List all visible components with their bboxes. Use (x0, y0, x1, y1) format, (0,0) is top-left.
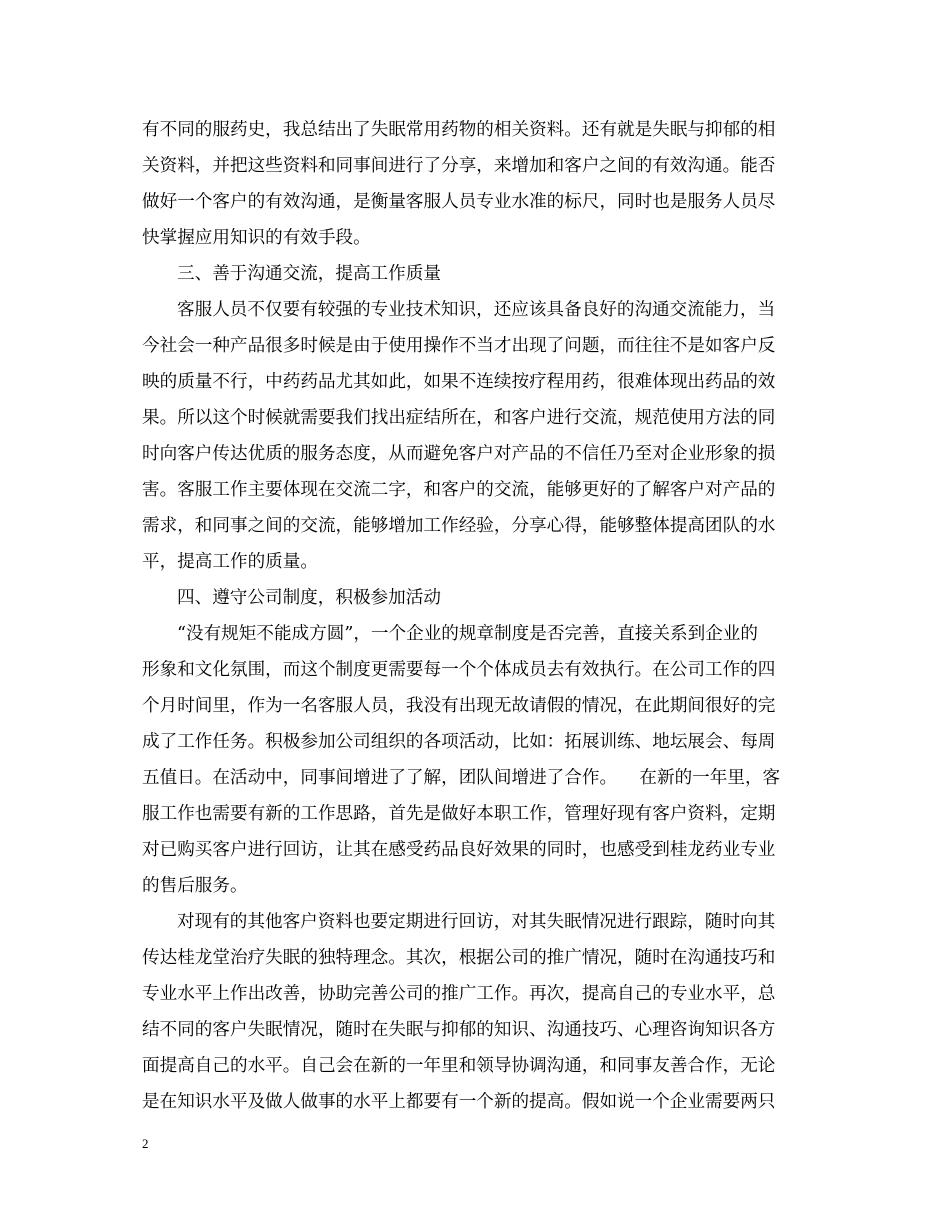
text-line: 平，提高工作的质量。 (142, 552, 318, 572)
text-line: “没有规矩不能成方圆”，一个企业的规章制度是否完善，直接关系到企业的 (177, 624, 758, 644)
text-line: 的售后服务。 (142, 876, 248, 896)
text-line: 服工作也需要有新的工作思路，首先是做好本职工作，管理好现有客户资料，定期 (142, 804, 776, 824)
section-heading: 三、善于沟通交流，提高工作质量 (177, 264, 441, 284)
text-line: 今社会一种产品很多时候是由于使用操作不当才出现了问题，而往往不是如客户反 (142, 336, 776, 356)
text-line: 映的质量不行，中药药品尤其如此，如果不连续按疗程用药，很难体现出药品的效 (142, 372, 776, 392)
text-line: 五值日。在活动中，同事间增进了了解，团队间增进了合作。 在新的一年里，客 (142, 768, 781, 788)
text-line: 个月时间里，作为一名客服人员，我没有出现无故请假的情况，在此期间很好的完 (142, 696, 776, 716)
text-line: 果。所以这个时候就需要我们找出症结所在，和客户进行交流，规范使用方法的同 (142, 408, 776, 428)
text-line: 做好一个客户的有效沟通，是衡量客服人员专业水准的标尺，同时也是服务人员尽 (142, 192, 776, 212)
text-line: 专业水平上作出改善，协助完善公司的推广工作。再次，提高自己的专业水平，总 (142, 984, 776, 1004)
text-line: 是在知识水平及做人做事的水平上都要有一个新的提高。假如说一个企业需要两只 (142, 1092, 776, 1112)
text-line: 时向客户传达优质的服务态度，从而避免客户对产品的不信任乃至对企业形象的损 (142, 444, 776, 464)
text-line: 结不同的客户失眠情况，随时在失眠与抑郁的知识、沟通技巧、心理咨询知识各方 (142, 1020, 776, 1040)
text-line: 对现有的其他客户资料也要定期进行回访，对其失眠情况进行跟踪，随时向其 (177, 912, 776, 932)
text-line: 客服人员不仅要有较强的专业技术知识，还应该具备良好的沟通交流能力，当 (177, 300, 776, 320)
text-line: 传达桂龙堂治疗失眠的独特理念。其次，根据公司的推广情况，随时在沟通技巧和 (142, 948, 776, 968)
body-text (142, 112, 810, 1120)
text-line: 对已购买客户进行回访，让其在感受药品良好效果的同时，也感受到桂龙药业专业 (142, 840, 776, 860)
text-line: 有不同的服药史，我总结出了失眠常用药物的相关资料。还有就是失眠与抑郁的相 (142, 120, 776, 140)
text-line: 害。客服工作主要体现在交流二字，和客户的交流，能够更好的了解客户对产品的 (142, 480, 776, 500)
text-line: 面提高自己的水平。自己会在新的一年里和领导协调沟通，和同事友善合作，无论 (142, 1056, 776, 1076)
text-line: 形象和文化氛围，而这个制度更需要每一个个体成员去有效执行。在公司工作的四 (142, 660, 776, 680)
text-line: 关资料，并把这些资料和同事间进行了分享，来增加和客户之间的有效沟通。能否 (142, 156, 776, 176)
page-number: 2 (142, 1136, 149, 1151)
text-line: 快掌握应用知识的有效手段。 (142, 228, 371, 248)
text-line: 需求，和同事之间的交流，能够增加工作经验，分享心得，能够整体提高团队的水 (142, 516, 776, 536)
section-heading: 四、遵守公司制度，积极参加活动 (177, 588, 441, 608)
text-line: 成了工作任务。积极参加公司组织的各项活动，比如：拓展训练、地坛展会、每周 (142, 732, 776, 752)
